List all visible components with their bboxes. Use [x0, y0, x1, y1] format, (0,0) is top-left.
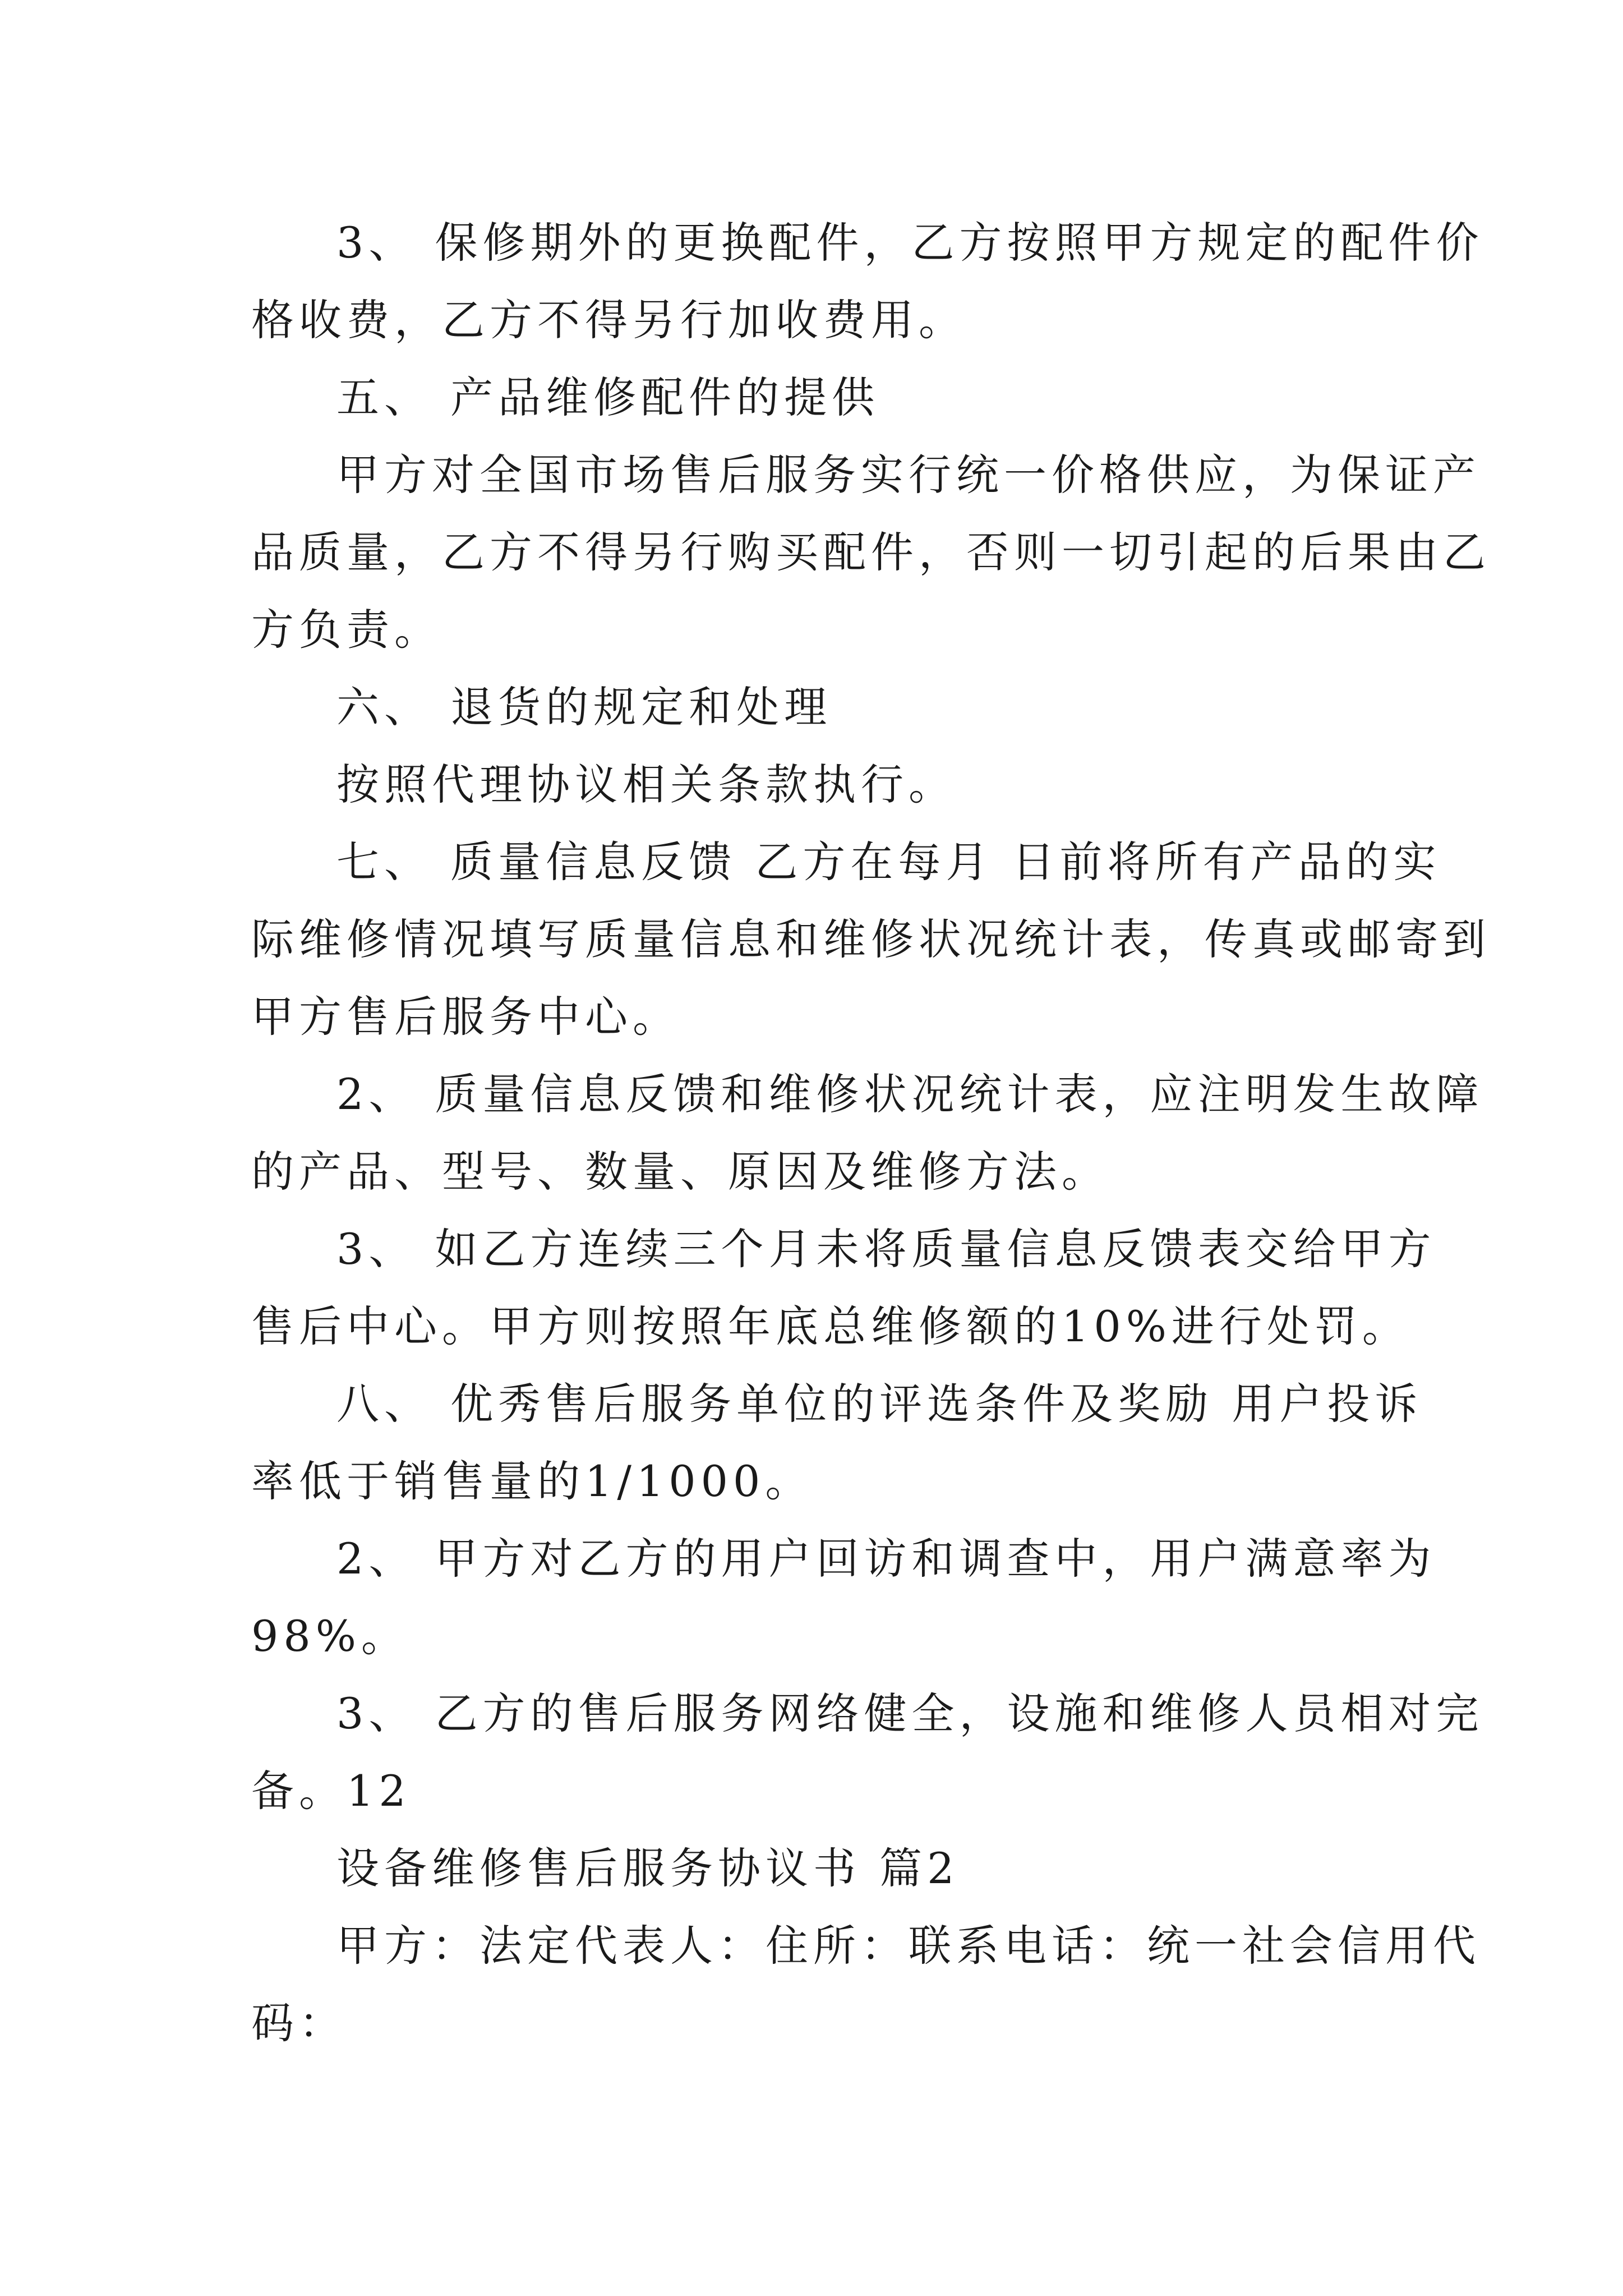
- paragraph-line: 3、 如乙方连续三个月未将质量信息反馈表交给甲方: [336, 1224, 1436, 1274]
- paragraph-line: 甲方售后服务中心。: [251, 992, 680, 1042]
- paragraph-line: 甲方：法定代表人：住所：联系电话：统一社会信用代: [336, 1921, 1481, 1971]
- paragraph-line: 率低于销售量的1/1000。: [251, 1456, 813, 1506]
- paragraph-line: 售后中心。甲方则按照年底总维修额的10%进行处罚。: [251, 1301, 1410, 1351]
- section-heading: 八、 优秀售后服务单位的评选条件及奖励 用户投诉: [336, 1379, 1423, 1429]
- paragraph-line: 备。12: [251, 1766, 411, 1816]
- paragraph-line: 98%。: [251, 1611, 409, 1661]
- paragraph-line: 3、 乙方的售后服务网络健全，设施和维修人员相对完: [336, 1688, 1484, 1738]
- section-heading: 六、 退货的规定和处理: [336, 682, 832, 732]
- paragraph-line: 品质量，乙方不得另行购买配件，否则一切引起的后果由乙: [251, 527, 1491, 577]
- document-subtitle: 设备维修售后服务协议书 篇2: [336, 1843, 960, 1893]
- paragraph-line: 方负责。: [251, 605, 442, 655]
- paragraph-line: 2、 质量信息反馈和维修状况统计表，应注明发生故障: [336, 1069, 1484, 1119]
- section-heading: 五、 产品维修配件的提供: [336, 372, 880, 422]
- paragraph-line: 甲方对全国市场售后服务实行统一价格供应，为保证产: [336, 450, 1481, 500]
- paragraph-line: 3、 保修期外的更换配件，乙方按照甲方规定的配件价: [336, 218, 1484, 268]
- paragraph-line: 码：: [251, 1998, 347, 2048]
- paragraph-line: 按照代理协议相关条款执行。: [336, 760, 956, 809]
- section-heading: 七、 质量信息反馈 乙方在每月 日前将所有产品的实: [336, 837, 1441, 887]
- paragraph-line: 际维修情况填写质量信息和维修状况统计表，传真或邮寄到: [251, 914, 1491, 964]
- paragraph-line: 格收费，乙方不得另行加收费用。: [251, 295, 966, 345]
- paragraph-line: 2、 甲方对乙方的用户回访和调查中，用户满意率为: [336, 1534, 1436, 1584]
- paragraph-line: 的产品、型号、数量、原因及维修方法。: [251, 1147, 1109, 1197]
